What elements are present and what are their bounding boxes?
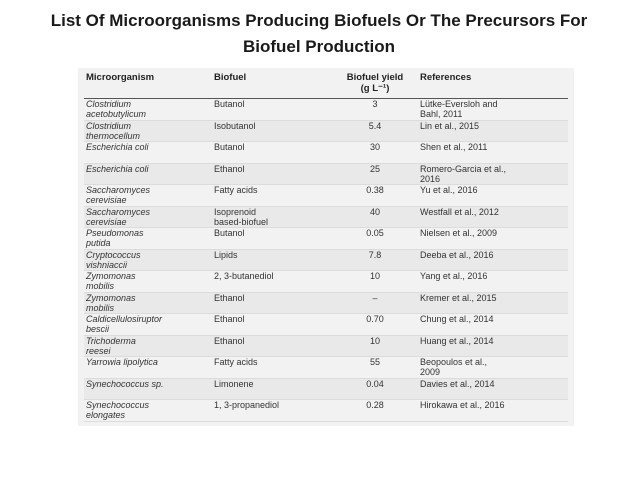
cell-biofuel-line: Butanol [214,99,245,109]
cell-biofuel-line: Ethanol [214,335,245,346]
cell-reference [418,163,568,185]
table-image-panel [78,68,574,426]
cell-reference [418,185,568,207]
cell-reference-line: Kremer et al., 2015 [420,292,497,303]
cell-biofuel-yield: 40 [330,206,418,228]
cell-microorganism-line: Caldicellulosiruptor [86,314,163,324]
cell-microorganism-line: Zymomonas [86,271,136,281]
cell-microorganism-line: Clostridium [86,120,132,131]
cell-biofuel-yield: 55 [330,357,418,379]
slide-title-line-2: Biofuel Production [242,37,396,56]
cell-microorganism [84,357,212,379]
cell-microorganism-line: acetobutylicum [86,109,147,120]
cell-biofuel-yield: 10 [330,271,418,293]
cell-biofuel-line: Fatty acids [214,185,258,195]
cell-microorganism-line: Trichoderma [86,335,136,346]
cell-microorganism-line: Escherichia coli [86,163,149,174]
cell-biofuel-yield: 3 [330,99,418,121]
cell-biofuel-yield: 0.04 [330,378,418,400]
slide-title-line-1: List Of Microorganisms Producing Biofuels Or The Precursors For [50,11,588,30]
cell-biofuel [212,206,330,228]
cell-microorganism-line: cerevisiae [86,216,127,227]
cell-reference-line: Nielsen et al., 2009 [420,228,498,238]
table-body [84,99,568,422]
cell-microorganism-line: Saccharomyces [86,185,151,195]
cell-biofuel [212,249,330,271]
table-row [84,228,568,250]
cell-reference-line: Chung et al., 2014 [420,314,494,324]
cell-biofuel-line: Limonene [214,378,254,389]
cell-biofuel [212,292,330,314]
cell-biofuel [212,99,330,121]
cell-biofuel-line: Butanol [214,142,245,152]
cell-microorganism [84,99,212,121]
cell-biofuel-yield: – [330,292,418,314]
cell-biofuel-line: 2, 3-butanediol [214,271,274,281]
header-yield-line-1: Biofuel yield [346,72,404,83]
table-row [84,400,568,422]
table-row [84,163,568,185]
cell-biofuel-line: Ethanol [214,163,245,174]
cell-microorganism-line: Cryptococcus [86,249,141,260]
cell-biofuel-line: Isobutanol [214,120,256,131]
cell-microorganism-line: Zymomonas [86,292,136,303]
cell-microorganism-line: reesei [86,345,111,356]
cell-biofuel-yield: 5.4 [330,120,418,142]
cell-microorganism-line: bescii [86,324,110,335]
cell-microorganism [84,120,212,142]
cell-microorganism [84,378,212,400]
cell-biofuel [212,271,330,293]
table-row [84,206,568,228]
cell-reference [418,99,568,121]
cell-reference [418,335,568,357]
cell-reference [418,249,568,271]
cell-biofuel [212,228,330,250]
cell-microorganism-line: Pseudomonas [86,228,144,238]
cell-microorganism-line: vishniaccii [86,259,128,270]
table-row [84,357,568,379]
cell-microorganism-line: Synechococcus [86,400,150,410]
cell-microorganism-line: thermocellum [86,130,141,141]
cell-reference [418,271,568,293]
cell-reference [418,400,568,422]
slide-title [0,8,638,60]
cell-reference [418,206,568,228]
cell-microorganism-line: Escherichia coli [86,142,149,152]
table-row [84,271,568,293]
cell-reference-line: Deeba et al., 2016 [420,249,494,260]
cell-microorganism-line: mobilis [86,281,115,292]
cell-biofuel [212,120,330,142]
cell-microorganism-line: mobilis [86,302,115,313]
cell-reference [418,142,568,164]
cell-biofuel-yield: 0.28 [330,400,418,422]
header-biofuel: Biofuel [212,72,330,99]
cell-biofuel-yield: 0.38 [330,185,418,207]
cell-biofuel [212,357,330,379]
cell-microorganism [84,228,212,250]
cell-reference-line: Yu et al., 2016 [420,185,478,195]
table-header-row [84,72,568,99]
header-yield-line-2: (g L⁻¹) [360,83,390,94]
header-references: References [418,72,568,99]
cell-reference [418,378,568,400]
table-row [84,292,568,314]
cell-microorganism [84,206,212,228]
cell-reference-line: Westfall et al., 2012 [420,206,499,217]
cell-biofuel-yield: 10 [330,335,418,357]
cell-microorganism-line: Saccharomyces [86,206,151,217]
table-row [84,99,568,121]
cell-biofuel-line: Ethanol [214,314,245,324]
cell-microorganism-line: elongates [86,410,126,421]
cell-reference [418,228,568,250]
cell-microorganism [84,163,212,185]
cell-microorganism-line: cerevisiae [86,195,127,206]
cell-reference [418,314,568,336]
cell-reference-line: Davies et al., 2014 [420,378,495,389]
cell-biofuel-line: based-biofuel [214,216,269,227]
cell-microorganism-line: Synechococcus sp. [86,378,164,389]
cell-biofuel-yield: 25 [330,163,418,185]
cell-reference-line: 2009 [420,367,441,378]
cell-reference-line: Beopoulos et al., [420,357,488,367]
biofuel-table [84,72,568,422]
cell-biofuel [212,314,330,336]
cell-biofuel [212,400,330,422]
table-row [84,120,568,142]
cell-biofuel [212,378,330,400]
cell-reference-line: Yang et al., 2016 [420,271,488,281]
cell-reference-line: Lütke-Eversloh and [420,99,498,109]
table-row [84,335,568,357]
cell-microorganism [84,271,212,293]
table-row [84,249,568,271]
cell-reference-line: Romero-Garcia et al., [420,163,507,174]
table-row [84,142,568,164]
cell-reference-line: Hirokawa et al., 2016 [420,400,505,410]
table-row [84,314,568,336]
cell-microorganism [84,400,212,422]
cell-microorganism [84,185,212,207]
cell-biofuel [212,142,330,164]
cell-biofuel [212,163,330,185]
cell-biofuel-yield: 30 [330,142,418,164]
cell-microorganism-line: Clostridium [86,99,132,109]
cell-microorganism [84,314,212,336]
header-biofuel-yield [330,72,418,99]
cell-microorganism [84,335,212,357]
cell-biofuel-line: 1, 3-propanediol [214,400,280,410]
cell-reference-line: Shen et al., 2011 [420,142,488,152]
cell-biofuel-yield: 0.70 [330,314,418,336]
cell-microorganism-line: Yarrowia lipolytica [86,357,158,367]
cell-microorganism-line: putida [86,238,111,249]
cell-reference-line: 2016 [420,173,441,184]
cell-reference-line: Lin et al., 2015 [420,120,480,131]
cell-biofuel-yield: 7.8 [330,249,418,271]
header-microorganism: Microorganism [84,72,212,99]
cell-reference-line: Bahl, 2011 [420,109,463,120]
table-row [84,185,568,207]
cell-biofuel-line: Butanol [214,228,245,238]
cell-microorganism [84,292,212,314]
table-row [84,378,568,400]
cell-biofuel [212,185,330,207]
cell-biofuel-yield: 0.05 [330,228,418,250]
cell-biofuel-line: Ethanol [214,292,245,303]
cell-biofuel-line: Isoprenoid [214,206,257,217]
cell-microorganism [84,249,212,271]
cell-biofuel-line: Lipids [214,249,238,260]
cell-reference [418,357,568,379]
cell-microorganism [84,142,212,164]
cell-biofuel-line: Fatty acids [214,357,258,367]
cell-reference-line: Huang et al., 2014 [420,335,494,346]
cell-reference [418,120,568,142]
cell-reference [418,292,568,314]
cell-biofuel [212,335,330,357]
